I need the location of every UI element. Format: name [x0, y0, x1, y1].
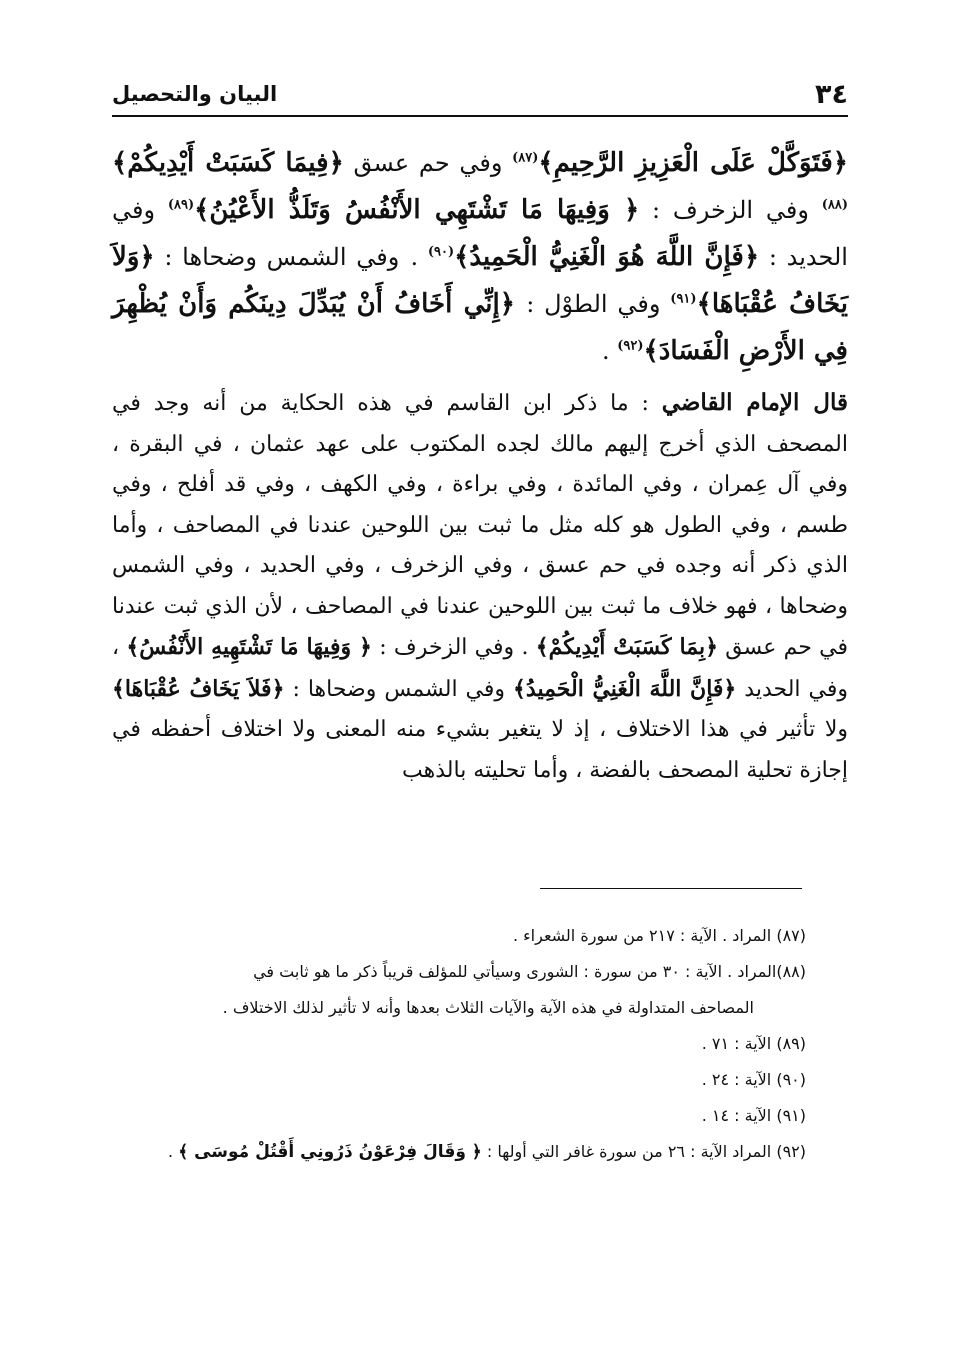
footnote-90	[112, 1062, 806, 1098]
header-rule	[112, 115, 848, 117]
footnote-92	[112, 1134, 806, 1170]
footnote-number: (٨٨)	[776, 962, 806, 981]
quran-verse-91: ﴿وَلاَ يَخَافُ عُقْبَاهَا﴾	[112, 242, 849, 319]
footnote-89	[112, 1026, 806, 1062]
footnote-91	[112, 1098, 806, 1134]
text-segment: وفي الحديد :	[112, 196, 848, 271]
footnote-separator	[540, 888, 802, 889]
footnotes	[112, 918, 806, 1170]
quran-verse-92: ﴿إِنِّي أَخَافُ أَنْ يُبَدِّلَ دِينَكُم وَأَنْ يُظْهِرَ فِي الأَرْضِ الْفَسَادَ﴾	[112, 289, 848, 366]
footnote-ref-89[interactable]: (٨٩)	[167, 197, 195, 213]
footnote-number: (٩٢)	[776, 1142, 806, 1161]
footnote-ref-91[interactable]: (٩١)	[670, 291, 697, 307]
footnote-ref-92[interactable]: (٩٢)	[617, 338, 644, 354]
footnote-tail: .	[168, 1142, 179, 1161]
page-number: ٣٤	[815, 78, 848, 110]
quran-verse-87: ﴿فَتَوَكَّلْ عَلَى الْعَزِيزِ الرَّحِيمِ﴾	[538, 148, 848, 178]
quran-paragraph	[112, 140, 848, 375]
inline-verse: ﴿فَإِنَّ اللَّهَ الْغَنِيُّ الْحَمِيدُ﴾	[513, 675, 737, 702]
text-segment: وفي حم عسق	[343, 149, 513, 177]
footnote-text: الآية : ١٤ .	[701, 1106, 777, 1125]
page-header	[112, 76, 848, 112]
footnote-text: المراد . الآية : ٣٠ من سورة : الشورى وسيأتي للمؤلف قريباً ذكر ما هو ثابت في	[253, 962, 777, 981]
running-title: البيان والتحصيل	[112, 82, 278, 106]
footnote-ref-87[interactable]: (٨٧)	[512, 150, 539, 166]
footnote-number: (٩١)	[776, 1106, 806, 1125]
footnote-number: (٨٩)	[776, 1034, 806, 1053]
footnote-87	[112, 918, 806, 954]
quran-verse-90: ﴿فَإِنَّ اللَّهَ هُوَ الْغَنِيُّ الْحَمِيدُ﴾	[454, 242, 760, 272]
footnote-ref-90[interactable]: (٩٠)	[427, 244, 455, 260]
text-segment: وفي الشمس وضحاها :	[284, 676, 513, 702]
inline-verse: ﴿فَلاَ يَخَافُ عُقْبَاهَا﴾	[112, 675, 285, 702]
text-segment: وفي الطوْل :	[526, 290, 671, 318]
text-segment: وفي الزخرف :	[639, 196, 822, 224]
footnote-88	[112, 954, 806, 1026]
quran-verse-88: ﴿فِيمَا كَسَبَتْ أَيْدِيكُمْ﴾	[112, 148, 344, 178]
body-text	[112, 140, 848, 791]
text-segment: ولا تأثير في هذا الاختلاف ، إذ لا يتغير بشيء منه المعنى ولا اختلاف أحفظه في إجازة تحلية المصحف بالفضة ، وأما تحليته بالذهب	[112, 717, 848, 783]
commentary-paragraph	[112, 383, 848, 791]
text-segment: ، وفي الحديد	[112, 635, 849, 702]
text-segment: .	[601, 337, 618, 365]
text-segment: : ما ذكر ابن القاسم في هذه الحكاية من أنه وجد في المصحف الذي أخرج إليهم مالك لجده المكتوب على عهد عثمان ، في البقرة ، وفي آل عِمران ، وفي المائدة ، وفي براءة ، وفي الكهف ، وفي قد أفلح ، وفي طسم ، وفي الطول هو كله مثل ما ثبت بين اللوحين عندنا في المصاحف ، وأما الذي ذكر أنه وجده في حم عسق ، وفي الزخرف ، وفي الحديد ، وفي الشمس وضحاها ، فهو خلاف ما ثبت بين اللوحين عندنا في المصاحف ، لأن الذي ثبت عندنا في حم عسق	[112, 391, 848, 660]
text-segment: وفي الشمس وضحاها :	[154, 243, 400, 271]
footnote-number: (٨٧)	[776, 926, 806, 945]
quran-verse-89: ﴿ وَفِيهَا مَا تَشْتَهِي الأَنْفُسُ وَتَلَذُّ الأَعْيُنُ﴾	[194, 195, 640, 225]
footnote-verse: ﴿ وَقَالَ فِرْعَوْنُ ذَرُونِي أَقْتُلْ مُوسَى ﴾	[178, 1142, 482, 1162]
inline-verse: ﴿بِمَا كَسَبَتْ أَيْدِيكُمْ﴾	[535, 634, 718, 660]
footnote-ref-88[interactable]: (٨٨)	[821, 197, 848, 213]
footnote-text: الآية : ٧١ .	[701, 1034, 777, 1053]
inline-verse: ﴿ وَفِيهَا مَا تَشْتَهِيهِ الأَنْفُسُ﴾	[126, 634, 372, 660]
footnote-number: (٩٠)	[776, 1070, 806, 1089]
footnote-text: الآية : ٢٤ .	[701, 1070, 777, 1089]
commentary-lead: قال الإمام القاضي	[661, 389, 848, 416]
footnote-text: المراد . الآية : ٢١٧ من سورة الشعراء .	[512, 926, 777, 945]
footnote-text: المراد الآية : ٢٦ من سورة غافر التي أولها :	[481, 1142, 777, 1161]
footnote-text-continued: المصاحف المتداولة في هذه الآية والآيات الثلاث بعدها وأنه لا تأثير لذلك الاختلاف .	[222, 998, 754, 1017]
text-segment: . وفي الزخرف :	[371, 635, 536, 660]
commentary-block	[112, 383, 848, 791]
text-segment: .	[410, 243, 428, 271]
quran-citations-block	[112, 140, 848, 375]
